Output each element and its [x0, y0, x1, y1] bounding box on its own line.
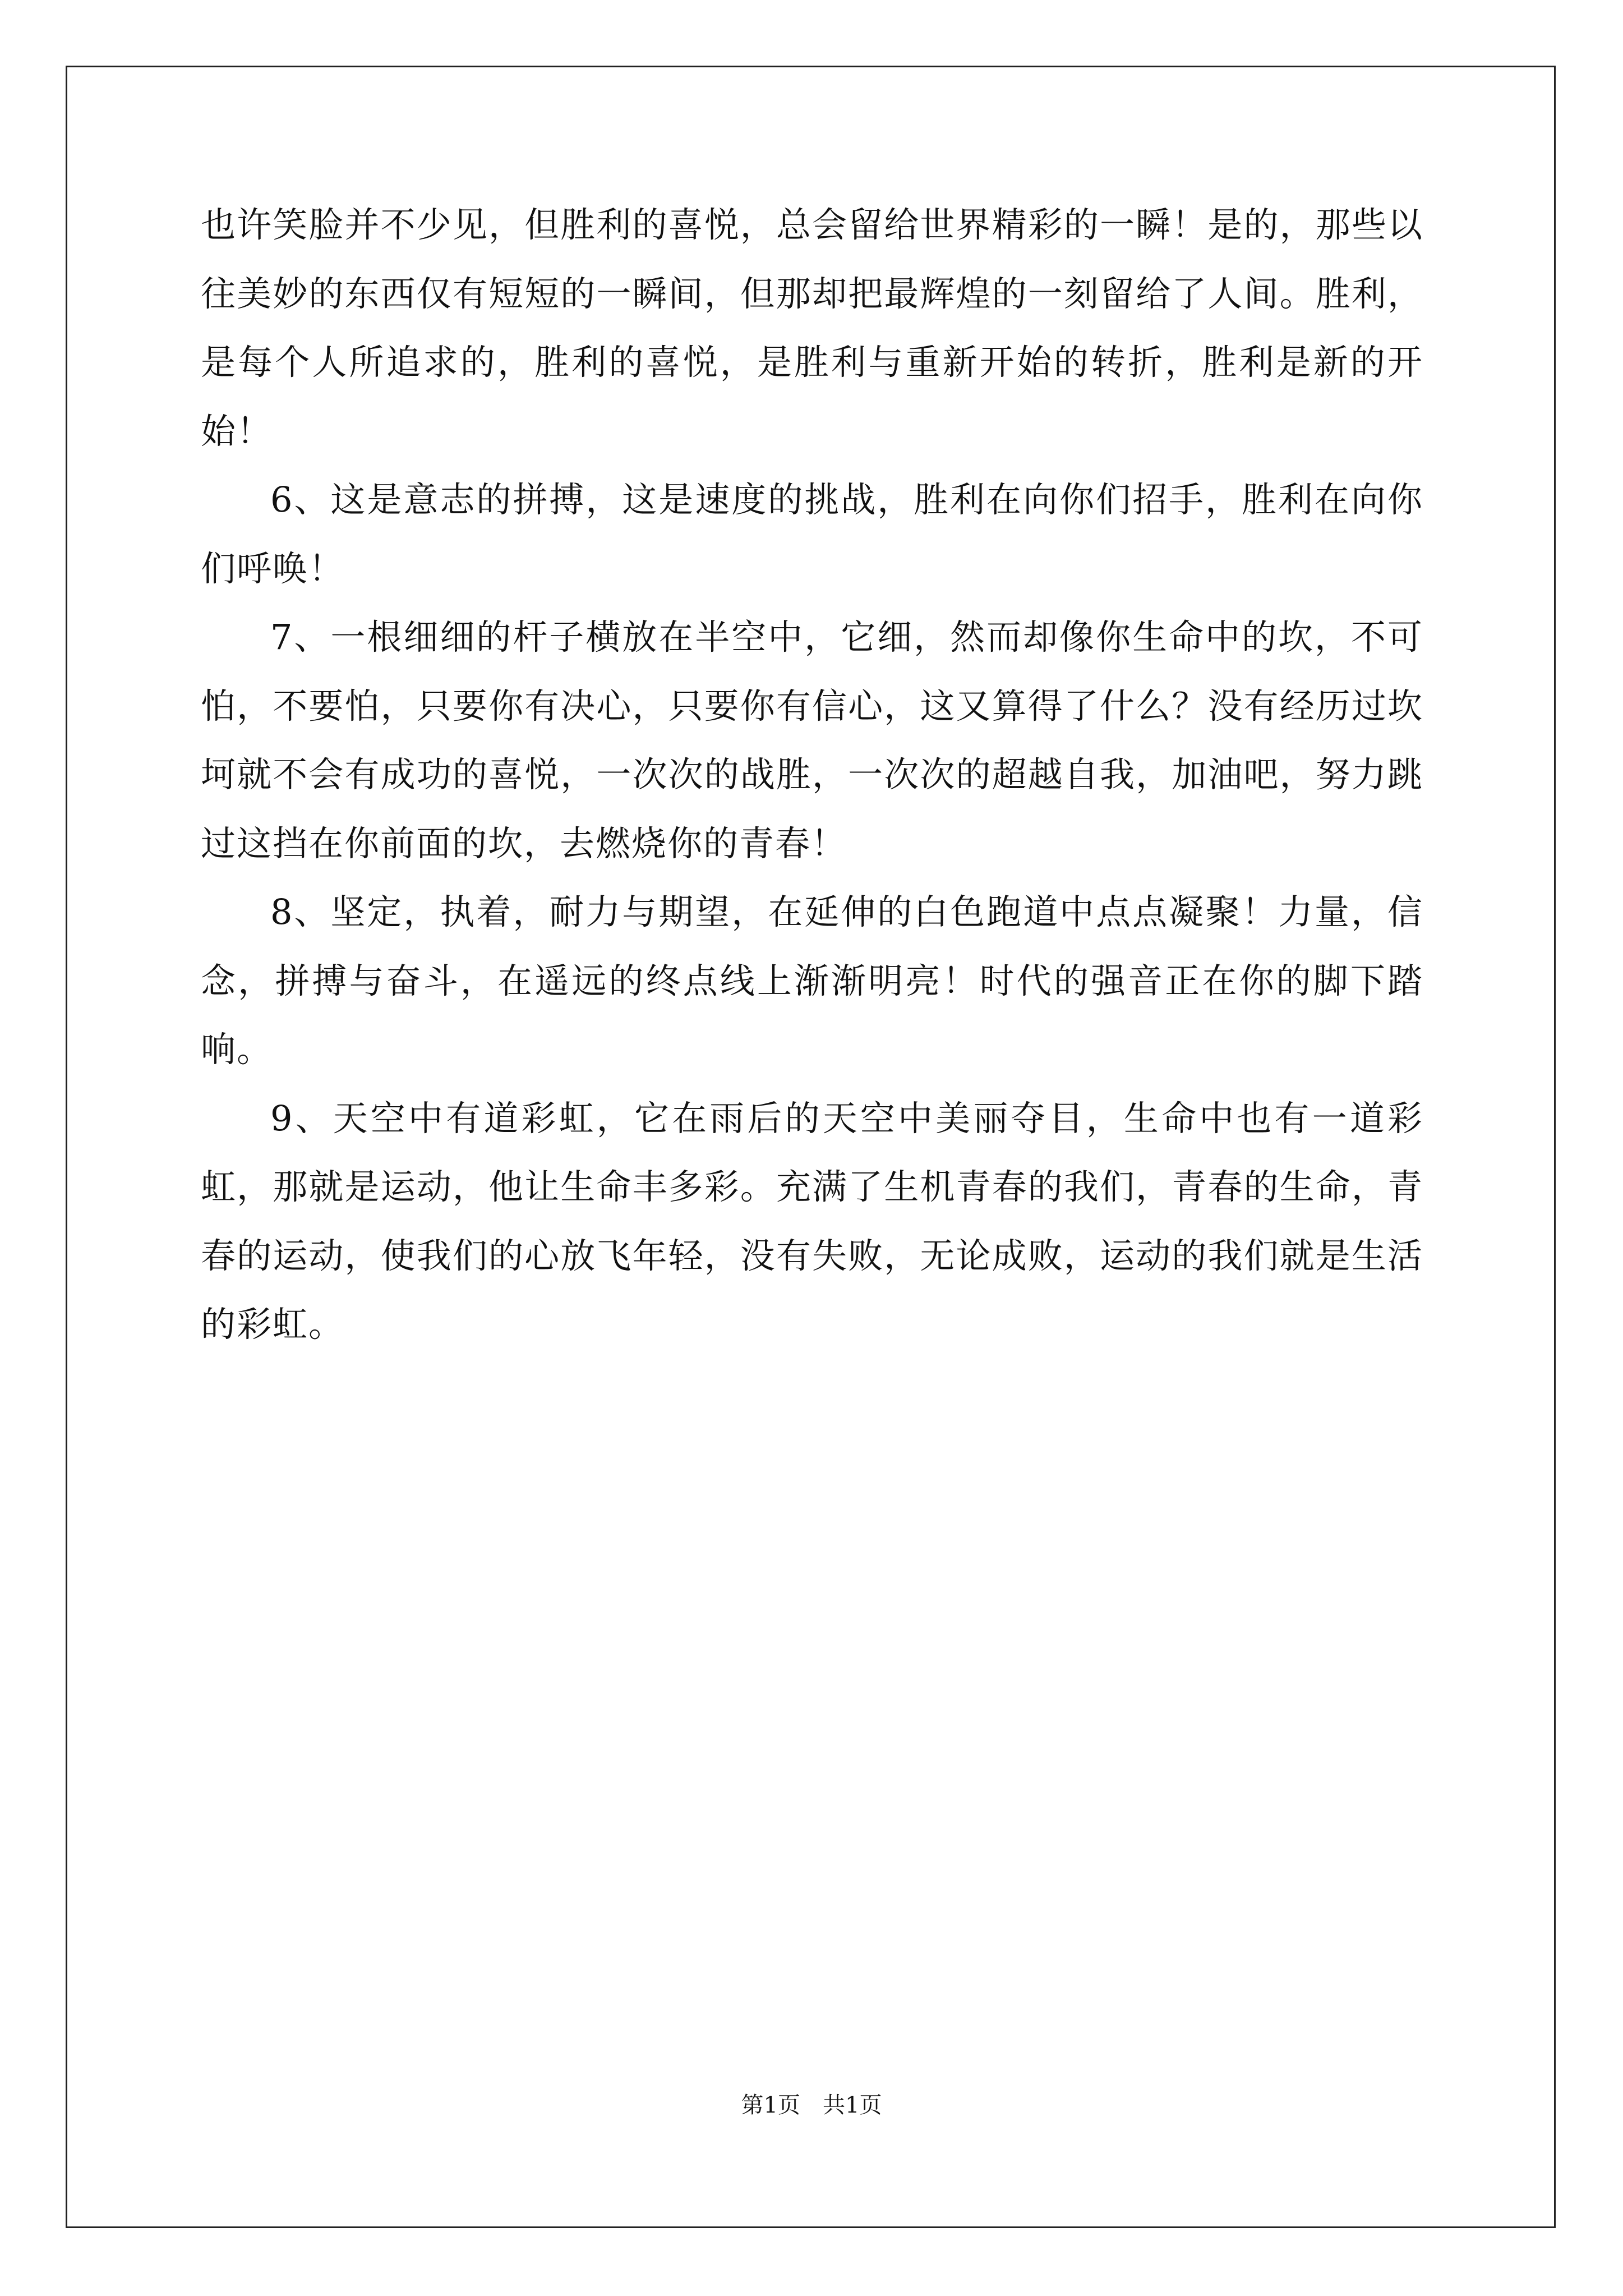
paragraph-item-7: 7、一根细细的杆子横放在半空中，它细，然而却像你生命中的坎，不可怕，不要怕，只要你有决心，只要你有信心，这又算得了什么？没有经历过坎坷就不会有成功的喜悦，一次次的战胜，一次次的超越自我，加油吧，努力跳过这挡在你前面的坎，去燃烧你的青春！ — [201, 616, 1423, 864]
paragraph-continuation: 也许笑脸并不少见，但胜利的喜悦，总会留给世界精彩的一瞬！是的，那些以往美妙的东西仅有短短的一瞬间，但那却把最辉煌的一刻留给了人间。胜利，是每个人所追求的，胜利的喜悦，是胜利与重新开始的转折，胜利是新的开始！ — [201, 204, 1423, 452]
paragraph-item-6: 6、这是意志的拼搏，这是速度的挑战，胜利在向你们招手，胜利在向你们呼唤！ — [201, 479, 1423, 589]
paragraph-item-8: 8、坚定，执着，耐力与期望，在延伸的白色跑道中点点凝聚！力量，信念，拼搏与奋斗，在遥远的终点线上渐渐明亮！时代的强音正在你的脚下踏响。 — [201, 891, 1423, 1070]
page-number-footer: 第1页 共1页 — [741, 2092, 882, 2118]
paragraph-item-9: 9、天空中有道彩虹，它在雨后的天空中美丽夺目，生命中也有一道彩虹，那就是运动，他让生命丰多彩。充满了生机青春的我们，青春的生命，青春的运动，使我们的心放飞年轻，没有失败，无论成败，运动的我们就是生活的彩虹。 — [201, 1097, 1423, 1345]
document-body — [201, 191, 1423, 1359]
